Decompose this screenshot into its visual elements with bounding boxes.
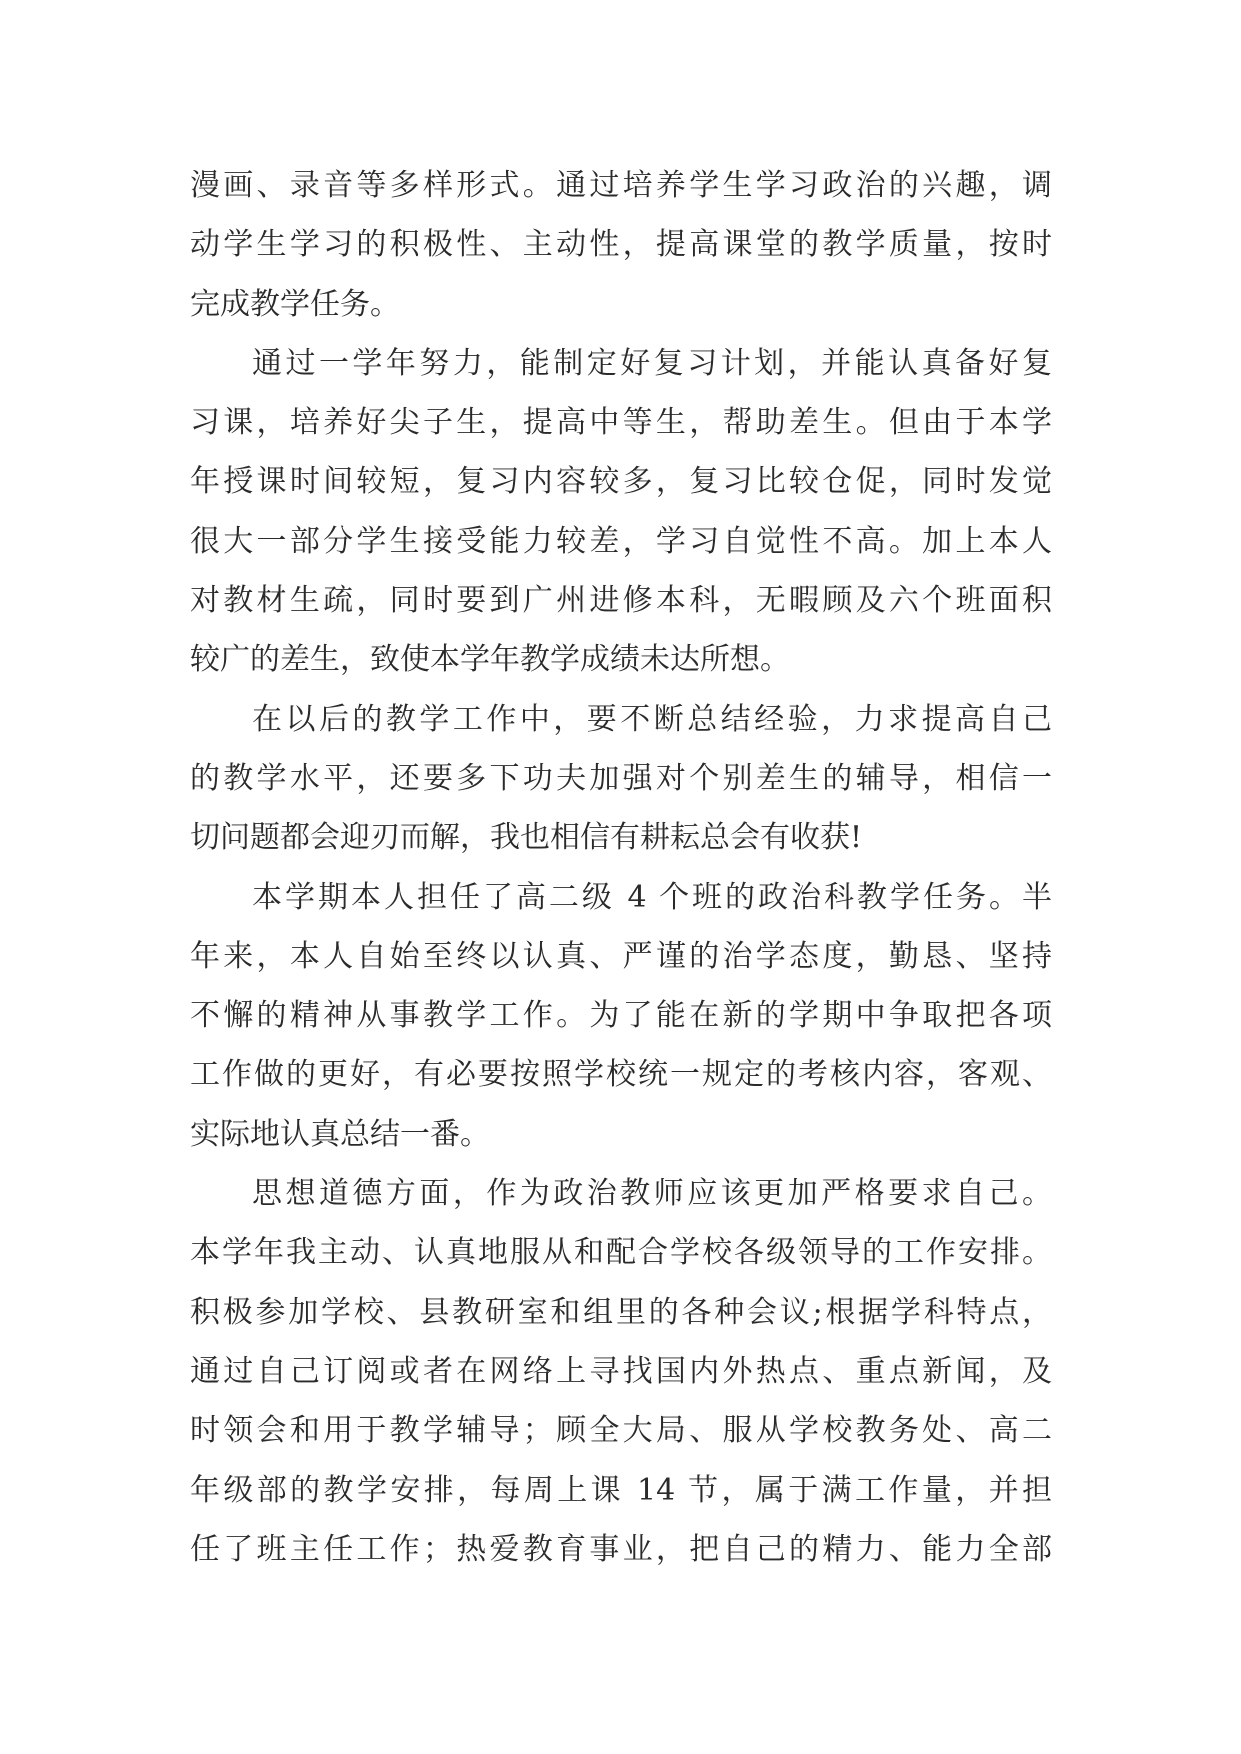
- text-line: 本学期本人担任了高二级 4 个班的政治科教学任务。半: [252, 879, 1052, 915]
- text-line: 年来，本人自始至终以认真、严谨的治学态度，勤恳、坚持: [190, 938, 1052, 974]
- paragraph: [190, 334, 1052, 690]
- text-line: 很大一部分学生接受能力较差，学习自觉性不高。加上本人: [190, 523, 1052, 559]
- text-line: 年级部的教学安排，每周上课 14 节，属于满工作量，并担: [190, 1472, 1052, 1508]
- text-line: 工作做的更好，有必要按照学校统一规定的考核内容，客观、: [190, 1057, 1052, 1093]
- text-line: 通过自己订阅或者在网络上寻找国内外热点、重点新闻，及: [190, 1353, 1052, 1389]
- text-line: 思想道德方面，作为政治教师应该更加严格要求自己。: [252, 1176, 1052, 1212]
- paragraph: [190, 156, 1052, 334]
- text-line: 切问题都会迎刃而解，我也相信有耕耘总会有收获!: [190, 820, 863, 856]
- text-line: 对教材生疏，同时要到广州进修本科，无暇顾及六个班面积: [190, 583, 1052, 619]
- text-line: 动学生学习的积极性、主动性，提高课堂的教学质量，按时: [190, 227, 1052, 263]
- text-line: 完成教学任务。: [190, 286, 400, 322]
- paragraph: [190, 690, 1052, 868]
- text-line: 的教学水平，还要多下功夫加强对个别差生的辅导，相信一: [190, 760, 1052, 796]
- text-line: 年授课时间较短，复习内容较多，复习比较仓促，同时发觉: [190, 464, 1052, 500]
- text-line: 积极参加学校、县教研室和组里的各种会议;根据学科特点，: [190, 1294, 1052, 1330]
- text-line: 在以后的教学工作中，要不断总结经验，力求提高自己: [252, 701, 1052, 737]
- text-line: 本学年我主动、认真地服从和配合学校各级领导的工作安排。: [190, 1235, 1052, 1271]
- text-line: 时领会和用于教学辅导；顾全大局、服从学校教务处、高二: [190, 1413, 1052, 1449]
- paragraph: [190, 1164, 1052, 1579]
- text-line: 较广的差生，致使本学年教学成绩未达所想。: [190, 642, 790, 678]
- document-body: [190, 156, 1052, 1579]
- text-line: 不懈的精神从事教学工作。为了能在新的学期中争取把各项: [190, 998, 1052, 1034]
- text-line: 习课，培养好尖子生，提高中等生，帮助差生。但由于本学: [190, 405, 1052, 441]
- text-line: 任了班主任工作；热爱教育事业，把自己的精力、能力全部: [190, 1531, 1052, 1567]
- text-line: 漫画、录音等多样形式。通过培养学生学习政治的兴趣，调: [190, 168, 1052, 203]
- text-line: 通过一学年努力，能制定好复习计划，并能认真备好复: [252, 345, 1052, 381]
- text-line: 实际地认真总结一番。: [190, 1116, 490, 1152]
- paragraph: [190, 868, 1052, 1164]
